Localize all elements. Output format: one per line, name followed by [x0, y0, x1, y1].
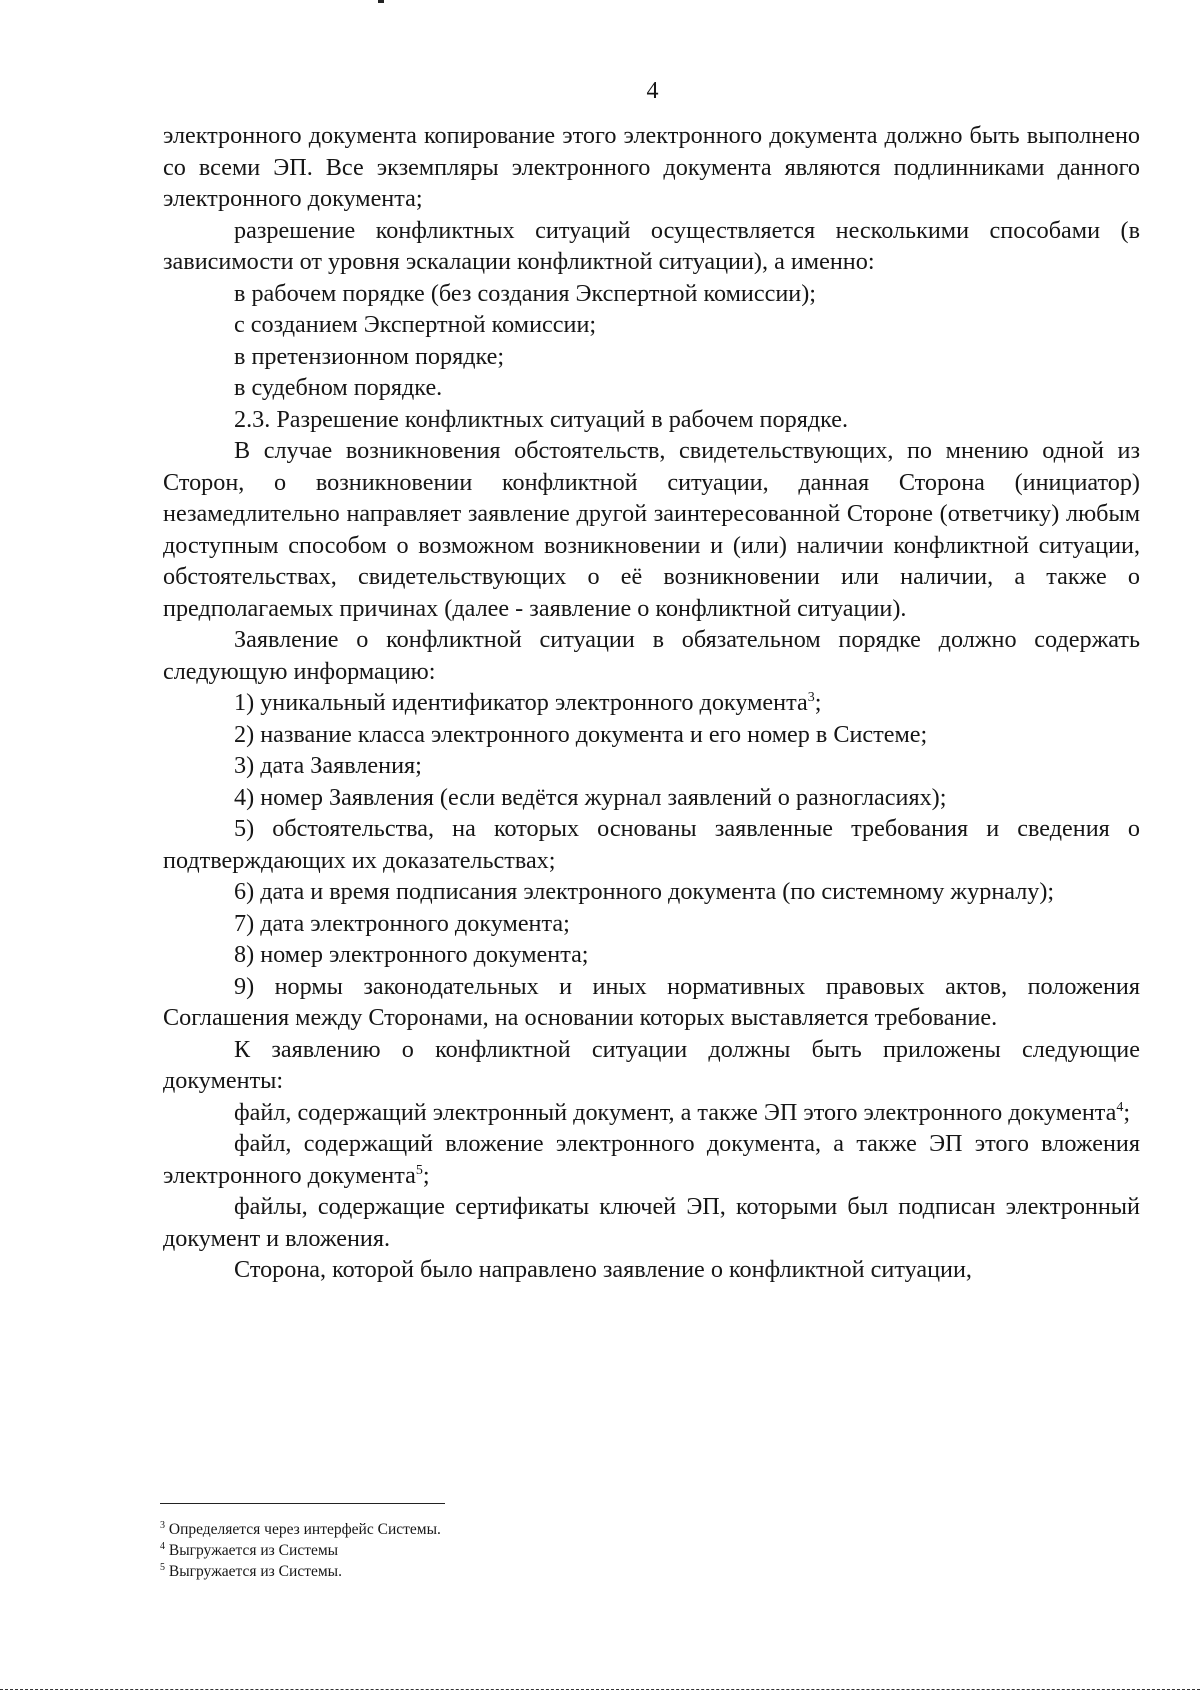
paragraph-text: с созданием Экспертной комиссии;	[234, 311, 597, 338]
footnote	[160, 1540, 860, 1561]
paragraph	[163, 687, 1140, 719]
scan-artifact	[378, 0, 384, 3]
paragraph	[163, 719, 1140, 751]
paragraph-text: Сторона, которой было направлено заявление о конфликтной ситуации,	[234, 1256, 972, 1283]
footnote-mark: 3	[160, 1520, 165, 1531]
footnote-mark: 5	[160, 1562, 165, 1573]
footnote-ref: 3	[807, 690, 815, 705]
paragraph	[163, 341, 1140, 373]
footnote-ref: 5	[415, 1162, 423, 1178]
paragraph	[163, 309, 1140, 341]
page-number: 4	[646, 78, 659, 104]
paragraph	[163, 372, 1140, 404]
paragraph	[163, 1128, 1140, 1191]
paragraph-text: 3) дата Заявления;	[234, 752, 422, 779]
paragraph-text: 6) дата и время подписания электронного документа (по системному журналу);	[234, 878, 1055, 905]
paragraph-text: 7) дата электронного документа;	[234, 909, 570, 937]
paragraph-text: 8) номер электронного документа;	[234, 941, 589, 968]
body-text	[163, 120, 1140, 1286]
paragraph-text: в судебном порядке.	[234, 374, 443, 401]
paragraph	[163, 1254, 1140, 1286]
paragraph	[163, 278, 1140, 310]
paragraph	[163, 120, 1140, 215]
paragraph	[163, 1097, 1140, 1129]
paragraph-text: 2) название класса электронного документа и его номер в Системе;	[234, 720, 928, 748]
paragraph	[163, 939, 1140, 971]
paragraph-tail: ;	[1123, 1098, 1131, 1126]
paragraph-text: в претензионном порядке;	[234, 342, 505, 370]
paragraph-text: электронного документа копирование этого электронного документа должно быть выполнено со всеми ЭП. Все экземпляры электронного документа являются подлинниками данного электронного документа;	[163, 122, 1140, 212]
paragraph	[163, 813, 1140, 876]
paragraph-text: разрешение конфликтных ситуаций осуществляется несколькими способами (в зависимости от уровня эскалации конфликтной ситуации), а именно:	[163, 216, 1140, 275]
footnote-text: Определяется через интерфейс Системы.	[168, 1521, 441, 1538]
paragraph-text: файл, содержащий вложение электронного документа, а также ЭП этого вложения электронного документа	[163, 1130, 1140, 1189]
paragraph-text: 4) номер Заявления (если ведётся журнал заявлений о разногласиях);	[234, 783, 947, 811]
footnote-mark: 4	[160, 1541, 165, 1552]
paragraph	[163, 1034, 1140, 1097]
paragraph-text: К заявлению о конфликтной ситуации должны быть приложены следующие документы:	[163, 1035, 1140, 1094]
paragraph	[163, 908, 1140, 940]
footnote-ref: 4	[1116, 1099, 1124, 1115]
paragraph-tail: ;	[814, 689, 822, 716]
paragraph	[163, 750, 1140, 782]
scan-bottom-edge	[0, 1689, 1200, 1690]
paragraph	[163, 215, 1140, 278]
paragraph	[163, 624, 1140, 687]
paragraph	[163, 876, 1140, 908]
paragraph-text: файлы, содержащие сертификаты ключей ЭП, которыми был подписан электронный документ и вложения.	[163, 1193, 1140, 1252]
footnote-text: Выгружается из Системы	[168, 1542, 339, 1559]
paragraph	[163, 1191, 1140, 1254]
paragraph	[163, 782, 1140, 814]
paragraph	[163, 971, 1140, 1034]
footnote-text: Выгружается из Системы.	[168, 1563, 342, 1580]
paragraph	[163, 435, 1140, 624]
paragraph-text: в рабочем порядке (без создания Экспертной комиссии);	[234, 279, 816, 307]
footnote	[160, 1519, 860, 1540]
paragraph-tail: ;	[422, 1161, 430, 1189]
footnote	[160, 1561, 860, 1582]
paragraph-text: файл, содержащий электронный документ, а также ЭП этого электронного документа	[234, 1098, 1117, 1126]
paragraph-text: Заявление о конфликтной ситуации в обязательном порядке должно содержать следующую информацию:	[163, 626, 1140, 685]
paragraph-text: 1) уникальный идентификатор электронного документа	[234, 689, 808, 716]
footnote-separator	[160, 1503, 445, 1504]
paragraph	[163, 404, 1140, 436]
paragraph-text: 2.3. Разрешение конфликтных ситуаций в рабочем порядке.	[234, 405, 849, 433]
paragraph-text: 5) обстоятельства, на которых основаны заявленные требования и сведения о подтверждающих их доказательствах;	[163, 815, 1140, 874]
footnotes	[160, 1519, 860, 1582]
paragraph-text: 9) нормы законодательных и иных нормативных правовых актов, положения Соглашения между Сторонами, на основании которых выставляется требование.	[163, 972, 1140, 1031]
paragraph-text: В случае возникновения обстоятельств, свидетельствующих, по мнению одной из Сторон, о возникновении конфликтной ситуации, данная Сторона (инициатор) незамедлительно направляет заявление другой заинтересованной Стороне (ответчику) любым доступным способом о возможном возникновении и (или) наличии конфликтной ситуации, обстоятельствах, свидетельствующих о её возникновении или наличии, а также о предполагаемых причинах (далее - заявление о конфликтной ситуации).	[163, 437, 1140, 622]
